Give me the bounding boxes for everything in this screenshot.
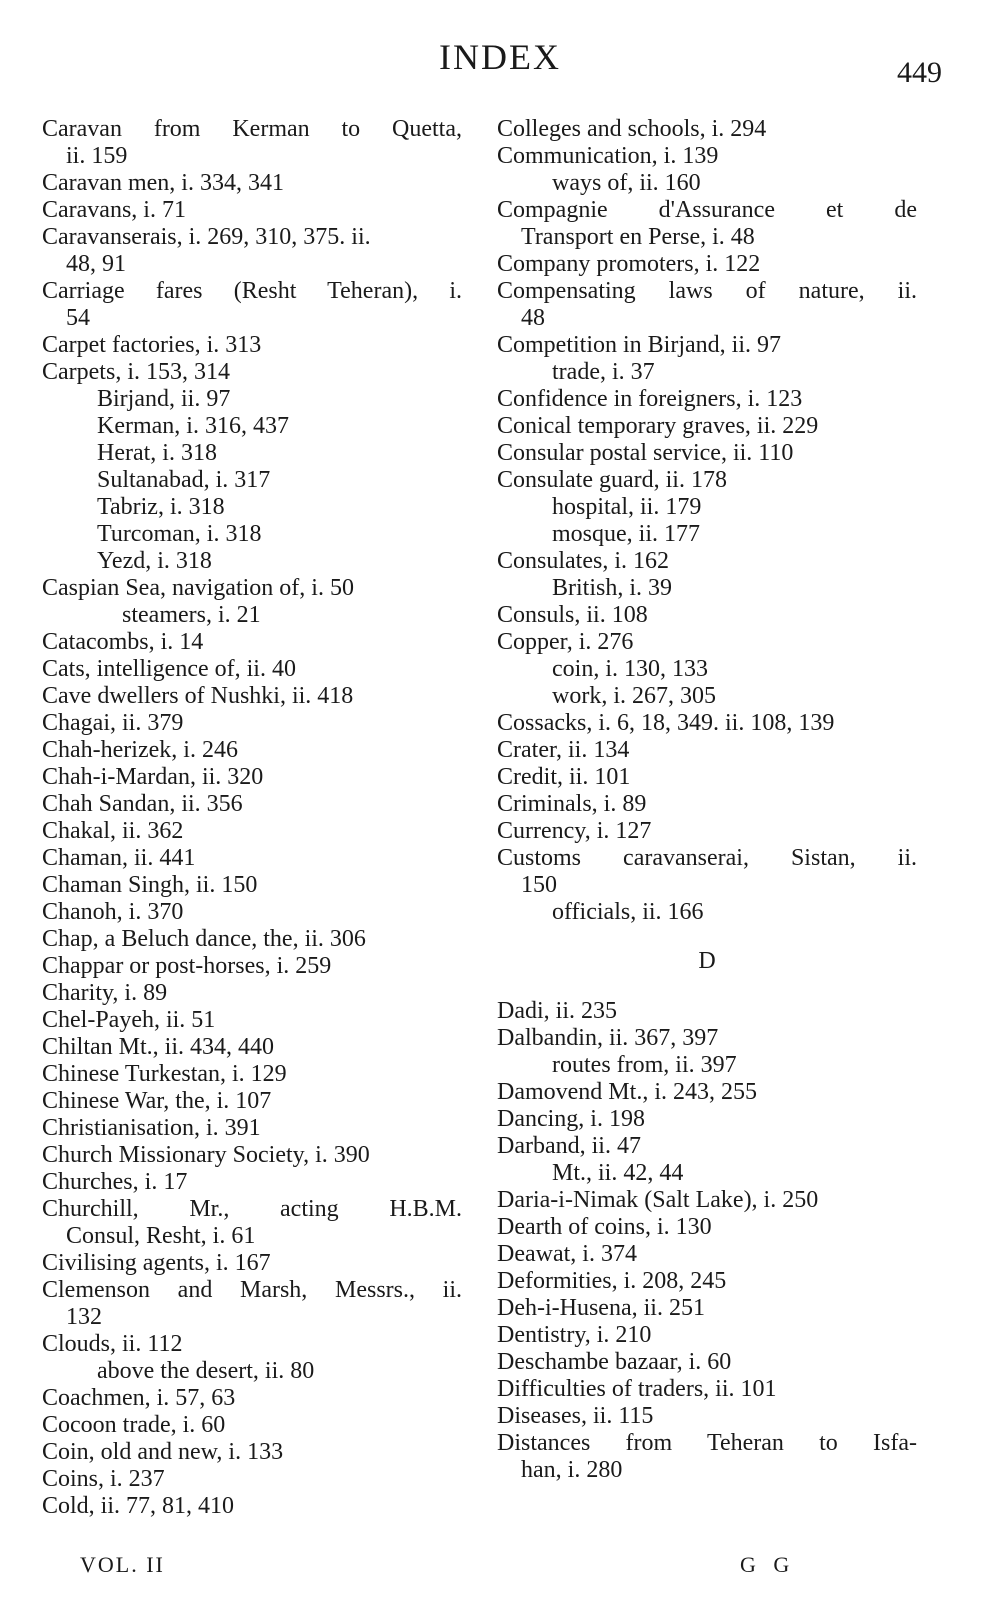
index-subentry: Turcoman, i. 318: [97, 521, 262, 547]
index-entry: Chappar or post-horses, i. 259: [42, 953, 332, 979]
index-entry: Dalbandin, ii. 367, 397: [497, 1025, 719, 1051]
index-subentry: Birjand, ii. 97: [97, 386, 231, 412]
index-entry: Currency, i. 127: [497, 818, 652, 844]
index-entry: Churches, i. 17: [42, 1169, 188, 1195]
index-entry: Copper, i. 276: [497, 629, 634, 655]
index-subentry: work, i. 267, 305: [552, 683, 716, 709]
index-entry: Chel-Payeh, ii. 51: [42, 1007, 216, 1033]
index-entry: Darband, ii. 47: [497, 1133, 641, 1159]
index-entry: Chah-herizek, i. 246: [42, 737, 238, 763]
index-subentry: coin, i. 130, 133: [552, 656, 708, 682]
index-column-right: [497, 116, 917, 1484]
index-subentry: Yezd, i. 318: [97, 548, 212, 574]
index-entry: Colleges and schools, i. 294: [497, 116, 767, 142]
index-entry: Consular postal service, ii. 110: [497, 440, 794, 466]
index-subentry: officials, ii. 166: [552, 899, 704, 925]
index-entry: Caravan from Kerman to Quetta,: [42, 116, 462, 142]
index-subentry: hospital, ii. 179: [552, 494, 702, 520]
index-subentry: 54: [66, 305, 90, 331]
signature-mark: G G: [740, 1552, 796, 1577]
index-entry: Chagai, ii. 379: [42, 710, 184, 736]
index-entry: Caravanserais, i. 269, 310, 375. ii.: [42, 224, 371, 250]
index-entry: Chah Sandan, ii. 356: [42, 791, 243, 817]
index-entry: Coins, i. 237: [42, 1466, 165, 1492]
index-entry: Coachmen, i. 57, 63: [42, 1385, 236, 1411]
index-entry: Catacombs, i. 14: [42, 629, 204, 655]
index-entry: Deformities, i. 208, 245: [497, 1268, 727, 1294]
index-subentry: Consul, Resht, i. 61: [66, 1223, 256, 1249]
index-entry: Criminals, i. 89: [497, 791, 647, 817]
index-entry: Chah-i-Mardan, ii. 320: [42, 764, 264, 790]
index-entry: Consulates, i. 162: [497, 548, 669, 574]
index-entry: Customs caravanserai, Sistan, ii.: [497, 845, 917, 871]
index-subentry: Kerman, i. 316, 437: [97, 413, 289, 439]
index-entry: Communication, i. 139: [497, 143, 719, 169]
index-entry: Deh-i-Husena, ii. 251: [497, 1295, 705, 1321]
index-entry: Deawat, i. 374: [497, 1241, 637, 1267]
index-entry: Chinese Turkestan, i. 129: [42, 1061, 287, 1087]
index-entry: Dentistry, i. 210: [497, 1322, 652, 1348]
index-entry: Chap, a Beluch dance, the, ii. 306: [42, 926, 366, 952]
index-entry: Cocoon trade, i. 60: [42, 1412, 226, 1438]
index-entry: Clemenson and Marsh, Messrs., ii.: [42, 1277, 462, 1303]
index-entry: Dearth of coins, i. 130: [497, 1214, 712, 1240]
index-entry: Chaman Singh, ii. 150: [42, 872, 258, 898]
index-subentry: ways of, ii. 160: [552, 170, 701, 196]
index-entry: Church Missionary Society, i. 390: [42, 1142, 370, 1168]
index-entry: Company promoters, i. 122: [497, 251, 761, 277]
index-entry: Christianisation, i. 391: [42, 1115, 261, 1141]
index-entry: Cave dwellers of Nushki, ii. 418: [42, 683, 354, 709]
index-entry: Chakal, ii. 362: [42, 818, 184, 844]
index-subentry: routes from, ii. 397: [552, 1052, 737, 1078]
index-entry: Difficulties of traders, ii. 101: [497, 1376, 777, 1402]
index-entry: Credit, ii. 101: [497, 764, 631, 790]
index-subentry: Mt., ii. 42, 44: [552, 1160, 684, 1186]
page-title: INDEX: [439, 37, 561, 77]
index-entry: Damovend Mt., i. 243, 255: [497, 1079, 757, 1105]
index-entry: Diseases, ii. 115: [497, 1403, 654, 1429]
index-entry: Competition in Birjand, ii. 97: [497, 332, 781, 358]
index-subentry: Tabriz, i. 318: [97, 494, 225, 520]
index-entry: Cats, intelligence of, ii. 40: [42, 656, 296, 682]
index-entry: Dadi, ii. 235: [497, 998, 617, 1024]
index-column-left: [42, 116, 462, 1520]
index-subentry: 48, 91: [66, 251, 126, 277]
index-entry: Churchill, Mr., acting H.B.M.: [42, 1196, 462, 1222]
index-subentry: mosque, ii. 177: [552, 521, 700, 547]
index-entry: Cold, ii. 77, 81, 410: [42, 1493, 235, 1519]
index-entry: Coin, old and new, i. 133: [42, 1439, 284, 1465]
index-subentry: Herat, i. 318: [97, 440, 217, 466]
index-subentry: ii. 159: [66, 143, 128, 169]
index-entry: Carpet factories, i. 313: [42, 332, 262, 358]
index-entry: Chaman, ii. 441: [42, 845, 196, 871]
index-entry: Caravans, i. 71: [42, 197, 186, 223]
index-entry: Chinese War, the, i. 107: [42, 1088, 272, 1114]
index-subentry: 150: [521, 872, 557, 898]
index-entry: Charity, i. 89: [42, 980, 168, 1006]
index-subentry: British, i. 39: [552, 575, 673, 601]
index-entry: Caspian Sea, navigation of, i. 50: [42, 575, 354, 601]
index-entry: Caravan men, i. 334, 341: [42, 170, 284, 196]
index-subentry: 132: [66, 1304, 102, 1330]
index-subentry: han, i. 280: [521, 1457, 623, 1483]
index-entry: Cossacks, i. 6, 18, 349. ii. 108, 139: [497, 710, 835, 736]
index-entry: Compagnie d'Assurance et de: [497, 197, 917, 223]
index-entry: Clouds, ii. 112: [42, 1331, 183, 1357]
section-heading: D: [698, 948, 716, 974]
index-subentry: Sultanabad, i. 317: [97, 467, 271, 493]
index-subentry: 48: [521, 305, 545, 331]
index-entry: Carriage fares (Resht Teheran), i.: [42, 278, 462, 304]
index-entry: Consulate guard, ii. 178: [497, 467, 727, 493]
index-subentry: Transport en Perse, i. 48: [521, 224, 755, 250]
index-entry: Conical temporary graves, ii. 229: [497, 413, 819, 439]
index-entry: Crater, ii. 134: [497, 737, 630, 763]
index-entry: Daria-i-Nimak (Salt Lake), i. 250: [497, 1187, 819, 1213]
index-entry: Consuls, ii. 108: [497, 602, 648, 628]
index-entry: Deschambe bazaar, i. 60: [497, 1349, 732, 1375]
index-subentry: trade, i. 37: [552, 359, 655, 385]
index-subentry: steamers, i. 21: [122, 602, 261, 628]
index-entry: Confidence in foreigners, i. 123: [497, 386, 803, 412]
index-entry: Compensating laws of nature, ii.: [497, 278, 917, 304]
index-subentry: above the desert, ii. 80: [97, 1358, 315, 1384]
index-entry: Chanoh, i. 370: [42, 899, 184, 925]
page-number: 449: [897, 56, 942, 89]
index-entry: Carpets, i. 153, 314: [42, 359, 230, 385]
index-entry: Chiltan Mt., ii. 434, 440: [42, 1034, 275, 1060]
index-entry: Distances from Teheran to Isfa-: [497, 1430, 917, 1456]
index-entry: Dancing, i. 198: [497, 1106, 645, 1132]
index-entry: Civilising agents, i. 167: [42, 1250, 271, 1276]
volume-label: VOL. II: [80, 1552, 165, 1577]
